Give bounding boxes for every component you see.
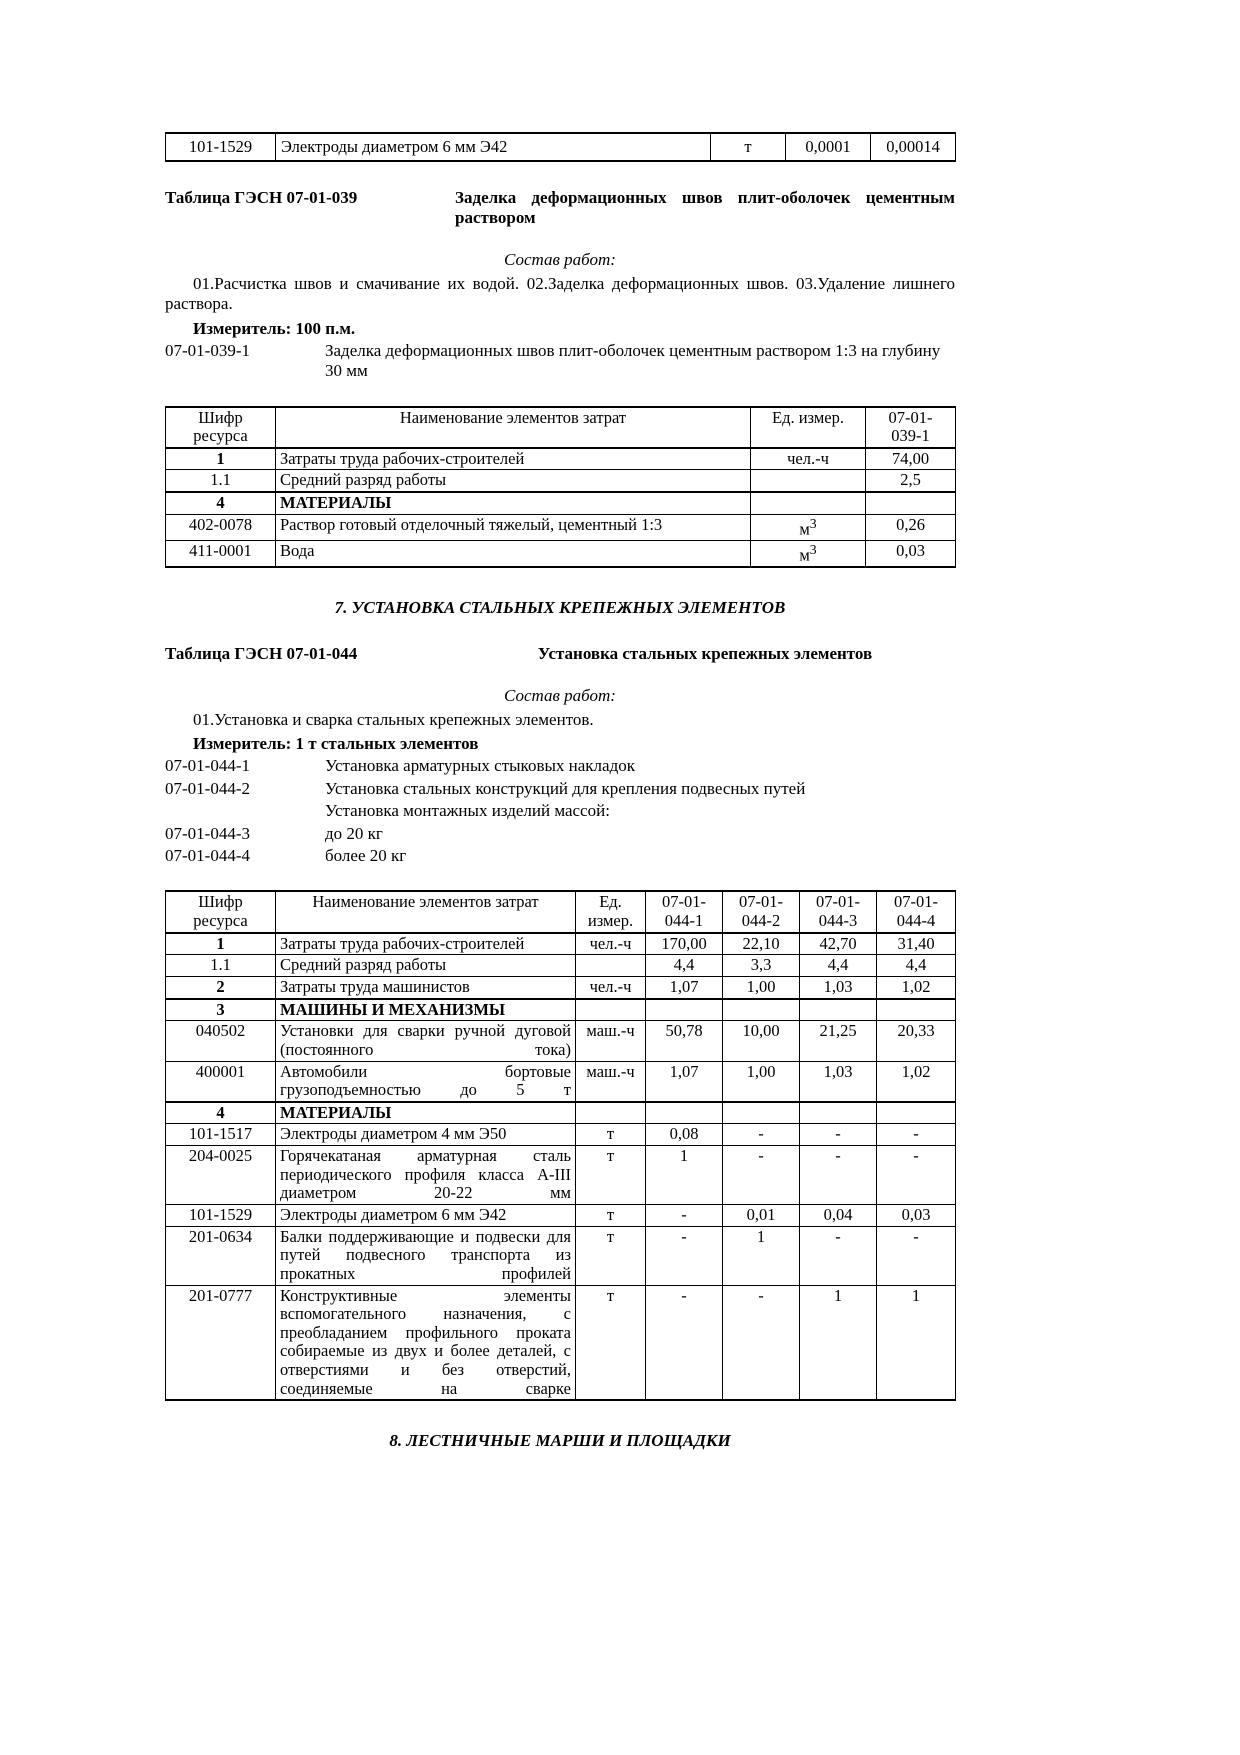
resource-code-cell: 040502 <box>166 1021 276 1061</box>
izmeritel-044: Измеритель: 1 т стальных элементов <box>193 734 479 754</box>
table-039-code: Таблица ГЭСН 07-01-039 <box>165 188 358 207</box>
resource-value-cell: 2,5 <box>866 470 956 492</box>
table-row <box>166 1205 956 1227</box>
resource-line <box>165 824 955 844</box>
resource-code-cell: 1 <box>166 448 276 470</box>
resource-line-text: Заделка деформационных швов плит-оболочек цементным раствором 1:3 на глубину 30 мм <box>325 340 941 381</box>
table-row <box>166 1061 956 1102</box>
resource-code-cell: 1.1 <box>166 955 276 977</box>
resource-unit-cell <box>751 492 866 514</box>
resource-value-4-cell: - <box>877 1124 956 1146</box>
resource-name-cell: Автомобили бортовые грузоподъемностью до 5 т <box>276 1061 576 1102</box>
table-row <box>166 1021 956 1061</box>
resource-code-cell: 400001 <box>166 1061 276 1102</box>
resource-name-cell: Затраты труда машинистов <box>276 976 576 998</box>
resource-value-1-cell <box>646 999 723 1021</box>
resource-value-3-cell: - <box>800 1226 877 1285</box>
resource-value-2-cell: 1,00 <box>723 1061 800 1102</box>
resource-name-cell: МАТЕРИАЛЫ <box>276 1102 576 1124</box>
resource-code-cell: 411-0001 <box>166 540 276 567</box>
resource-value-2-cell: 0,01 <box>723 1205 800 1227</box>
document-page <box>165 0 955 1451</box>
resource-name-cell: Вода <box>276 540 751 567</box>
table-row <box>166 1285 956 1400</box>
resource-name-cell: Горячекатаная арматурная сталь периодического профиля класса А-III диаметром 20-22 мм <box>276 1146 576 1205</box>
resource-code-cell: 201-0634 <box>166 1226 276 1285</box>
resource-name-cell: Средний разряд работы <box>276 470 751 492</box>
resource-line-code: 07-01-044-4 <box>165 846 250 865</box>
resource-value-2-cell: 1 <box>723 1226 800 1285</box>
resource-name-cell: Электроды диаметром 6 мм Э42 <box>276 1205 576 1227</box>
resource-value-3-cell: 1,03 <box>800 976 877 998</box>
resource-code-cell: 1.1 <box>166 470 276 492</box>
table-039-heading <box>165 188 955 228</box>
resource-unit-cell <box>576 955 646 977</box>
resource-unit-cell: чел.-ч <box>576 976 646 998</box>
resource-code-cell: 402-0078 <box>166 514 276 540</box>
resource-name-cell: Раствор готовый отделочный тяжелый, цементный 1:3 <box>276 514 751 540</box>
resource-value-3-cell <box>800 1102 877 1124</box>
resource-value-3-cell: 0,04 <box>800 1205 877 1227</box>
resource-value-4-cell <box>877 999 956 1021</box>
table-row <box>166 1124 956 1146</box>
resource-value-1-cell: 0,08 <box>646 1124 723 1146</box>
resource-line-code <box>165 801 325 821</box>
resource-value-4-cell: - <box>877 1226 956 1285</box>
resource-line <box>165 801 955 821</box>
resource-code-cell: 201-0777 <box>166 1285 276 1400</box>
resource-value-cell: 74,00 <box>866 448 956 470</box>
resource-value-3-cell: 1,03 <box>800 1061 877 1102</box>
header-cell-value-4: 07-01- 044-4 <box>877 891 956 932</box>
resource-value-2-cell: 1,00 <box>723 976 800 998</box>
resource-code-cell: 1 <box>166 933 276 955</box>
header-cell-code: Шифр ресурса <box>166 891 276 932</box>
izmeritel-039: Измеритель: 100 п.м. <box>193 318 356 338</box>
gap-before-table-039 <box>165 382 955 406</box>
resource-value-3-cell <box>800 999 877 1021</box>
resource-line <box>165 756 955 776</box>
resource-name-cell: МАШИНЫ И МЕХАНИЗМЫ <box>276 999 576 1021</box>
resource-value-4-cell <box>877 1102 956 1124</box>
section-8-title: 8. ЛЕСТНИЧНЫЕ МАРШИ И ПЛОЩАДКИ <box>389 1431 731 1451</box>
resource-value-4-cell: 20,33 <box>877 1021 956 1061</box>
resource-code-cell: 204-0025 <box>166 1146 276 1205</box>
resource-value-2-cell <box>723 1102 800 1124</box>
resource-unit-cell: $м^3$ <box>751 540 866 567</box>
header-cell-value: 07-01- 039-1 <box>866 407 956 448</box>
resource-line-text: до 20 кг <box>325 823 383 843</box>
resource-code-cell: 3 <box>166 999 276 1021</box>
resource-value-2-cell: 0,00014 <box>871 133 956 161</box>
resource-code-cell: 2 <box>166 976 276 998</box>
table-row <box>166 514 956 540</box>
resource-name-cell: Средний разряд работы <box>276 955 576 977</box>
resource-value-1-cell: - <box>646 1285 723 1400</box>
resource-value-2-cell <box>723 999 800 1021</box>
resource-unit-cell: т <box>711 133 786 161</box>
resource-value-3-cell: 21,25 <box>800 1021 877 1061</box>
resource-line <box>165 846 955 866</box>
resource-value-3-cell: - <box>800 1146 877 1205</box>
table-row <box>166 955 956 977</box>
resource-name-cell: Установки для сварки ручной дуговой (постоянного тока) <box>276 1021 576 1061</box>
resource-value-4-cell: 1,02 <box>877 976 956 998</box>
resource-line <box>165 779 955 799</box>
resource-unit-cell: маш.-ч <box>576 1021 646 1061</box>
resource-name-cell: Затраты труда рабочих-строителей <box>276 933 576 955</box>
section-7-title: 7. УСТАНОВКА СТАЛЬНЫХ КРЕПЕЖНЫХ ЭЛЕМЕНТОВ <box>334 598 786 618</box>
resource-value-1-cell: - <box>646 1205 723 1227</box>
resource-code-cell: 4 <box>166 1102 276 1124</box>
resource-value-4-cell: - <box>877 1146 956 1205</box>
resource-line-code: 07-01-039-1 <box>165 340 250 360</box>
resource-value-2-cell: - <box>723 1124 800 1146</box>
table-row <box>166 933 956 955</box>
resource-name-cell: Конструктивные элементы вспомогательного назначения, с преобладанием профильного проката собираемые из двух и более деталей, с отверстиями и без отверстий, соединяемые на сварке <box>276 1285 576 1400</box>
resource-value-2-cell: 10,00 <box>723 1021 800 1061</box>
resource-unit-cell: т <box>576 1146 646 1205</box>
resource-name-cell: МАТЕРИАЛЫ <box>276 492 751 514</box>
gap-before-table-044 <box>165 866 955 890</box>
resource-value-4-cell: 0,03 <box>877 1205 956 1227</box>
resource-unit-cell: $м^3$ <box>751 514 866 540</box>
resource-value-cell: 0,03 <box>866 540 956 567</box>
table-row <box>166 1146 956 1205</box>
table-044-code: Таблица ГЭСН 07-01-044 <box>165 644 358 664</box>
top-margin <box>165 0 955 132</box>
resource-unit-cell <box>576 999 646 1021</box>
resource-value-1-cell: 1 <box>646 1146 723 1205</box>
resource-unit-cell: маш.-ч <box>576 1061 646 1102</box>
resource-value-1-cell <box>646 1102 723 1124</box>
resource-value-3-cell: 4,4 <box>800 955 877 977</box>
table-row <box>166 999 956 1021</box>
header-cell-unit: Ед. измер. <box>751 407 866 448</box>
sostav-rabot-text-039: 01.Расчистка швов и смачивание их водой. 02.Заделка деформационных швов. 03.Удаление лишнего раствора. <box>165 274 955 314</box>
resource-code-cell: 4 <box>166 492 276 514</box>
resource-list-044 <box>165 756 955 866</box>
resource-unit-cell: т <box>576 1124 646 1146</box>
resource-line-text: Установка стальных конструкций для крепления подвесных путей <box>325 778 806 798</box>
resource-value-1-cell: 4,4 <box>646 955 723 977</box>
resource-code-cell: 101-1517 <box>166 1124 276 1146</box>
table-row <box>166 470 956 492</box>
resource-line-text: более 20 кг <box>325 846 407 865</box>
resource-name-cell: Затраты труда рабочих-строителей <box>276 448 751 470</box>
resource-value-3-cell: 42,70 <box>800 933 877 955</box>
header-cell-value-1: 07-01- 044-1 <box>646 891 723 932</box>
resource-unit-cell: т <box>576 1226 646 1285</box>
table-row <box>166 133 956 161</box>
table-row <box>166 1226 956 1285</box>
table-row <box>166 976 956 998</box>
resource-value-4-cell: 4,4 <box>877 955 956 977</box>
resource-value-3-cell: - <box>800 1124 877 1146</box>
table-header-row <box>166 891 956 932</box>
resource-value-2-cell: - <box>723 1146 800 1205</box>
resource-unit-cell: чел.-ч <box>576 933 646 955</box>
resource-value-1-cell: 1,07 <box>646 976 723 998</box>
table-039 <box>165 406 956 568</box>
table-header-row <box>166 407 956 448</box>
resource-value-cell: 0,26 <box>866 514 956 540</box>
resource-value-1-cell: 1,07 <box>646 1061 723 1102</box>
resource-value-1-cell: 170,00 <box>646 933 723 955</box>
sostav-rabot-label-044: Состав работ: <box>504 686 616 706</box>
table-row <box>166 448 956 470</box>
sostav-rabot-text-044: 01.Установка и сварка стальных крепежных элементов. <box>193 710 594 730</box>
resource-value-1-cell: 0,0001 <box>786 133 871 161</box>
table-044 <box>165 890 956 1401</box>
header-cell-value-3: 07-01- 044-3 <box>800 891 877 932</box>
table-row <box>166 540 956 567</box>
resource-value-3-cell: 1 <box>800 1285 877 1400</box>
header-cell-code: Шифр ресурса <box>166 407 276 448</box>
sostav-rabot-label-039: Состав работ: <box>504 250 616 269</box>
resource-unit-cell: чел.-ч <box>751 448 866 470</box>
table-044-title: Установка стальных крепежных элементов <box>537 644 873 664</box>
resource-line-text: Установка монтажных изделий массой: <box>325 801 610 821</box>
resource-code-cell: 101-1529 <box>166 133 276 161</box>
resource-value-4-cell: 1,02 <box>877 1061 956 1102</box>
resource-value-1-cell: 50,78 <box>646 1021 723 1061</box>
resource-name-cell: Электроды диаметром 6 мм Э42 <box>276 133 711 161</box>
resource-line-code: 07-01-044-3 <box>165 823 250 843</box>
header-cell-unit: Ед. измер. <box>576 891 646 932</box>
resource-line-code: 07-01-044-1 <box>165 756 250 776</box>
resource-line <box>165 341 955 382</box>
resource-value-4-cell: 31,40 <box>877 933 956 955</box>
resource-name-cell: Балки поддерживающие и подвески для путей подвесного транспорта из прокатных профилей <box>276 1226 576 1285</box>
resource-unit-cell: т <box>576 1205 646 1227</box>
resource-value-2-cell: 3,3 <box>723 955 800 977</box>
header-cell-name: Наименование элементов затрат <box>276 891 576 932</box>
resource-unit-cell <box>751 470 866 492</box>
resource-value-4-cell: 1 <box>877 1285 956 1400</box>
table-044-heading <box>165 644 955 664</box>
header-cell-value-2: 07-01- 044-2 <box>723 891 800 932</box>
resource-code-cell: 101-1529 <box>166 1205 276 1227</box>
resource-line-code: 07-01-044-2 <box>165 778 250 798</box>
resource-value-2-cell: 22,10 <box>723 933 800 955</box>
resource-value-2-cell: - <box>723 1285 800 1400</box>
resource-unit-cell: т <box>576 1285 646 1400</box>
resource-unit-cell <box>576 1102 646 1124</box>
table-039-title: Заделка деформационных швов плит-оболочек цементным раствором <box>455 188 955 227</box>
resource-line-text: Установка арматурных стыковых накладок <box>325 756 635 776</box>
table-row <box>166 1102 956 1124</box>
resource-value-cell <box>866 492 956 514</box>
resource-value-1-cell: - <box>646 1226 723 1285</box>
continued-resource-row-table <box>165 132 956 162</box>
header-cell-name: Наименование элементов затрат <box>276 407 751 448</box>
table-row <box>166 492 956 514</box>
resource-name-cell: Электроды диаметром 4 мм Э50 <box>276 1124 576 1146</box>
